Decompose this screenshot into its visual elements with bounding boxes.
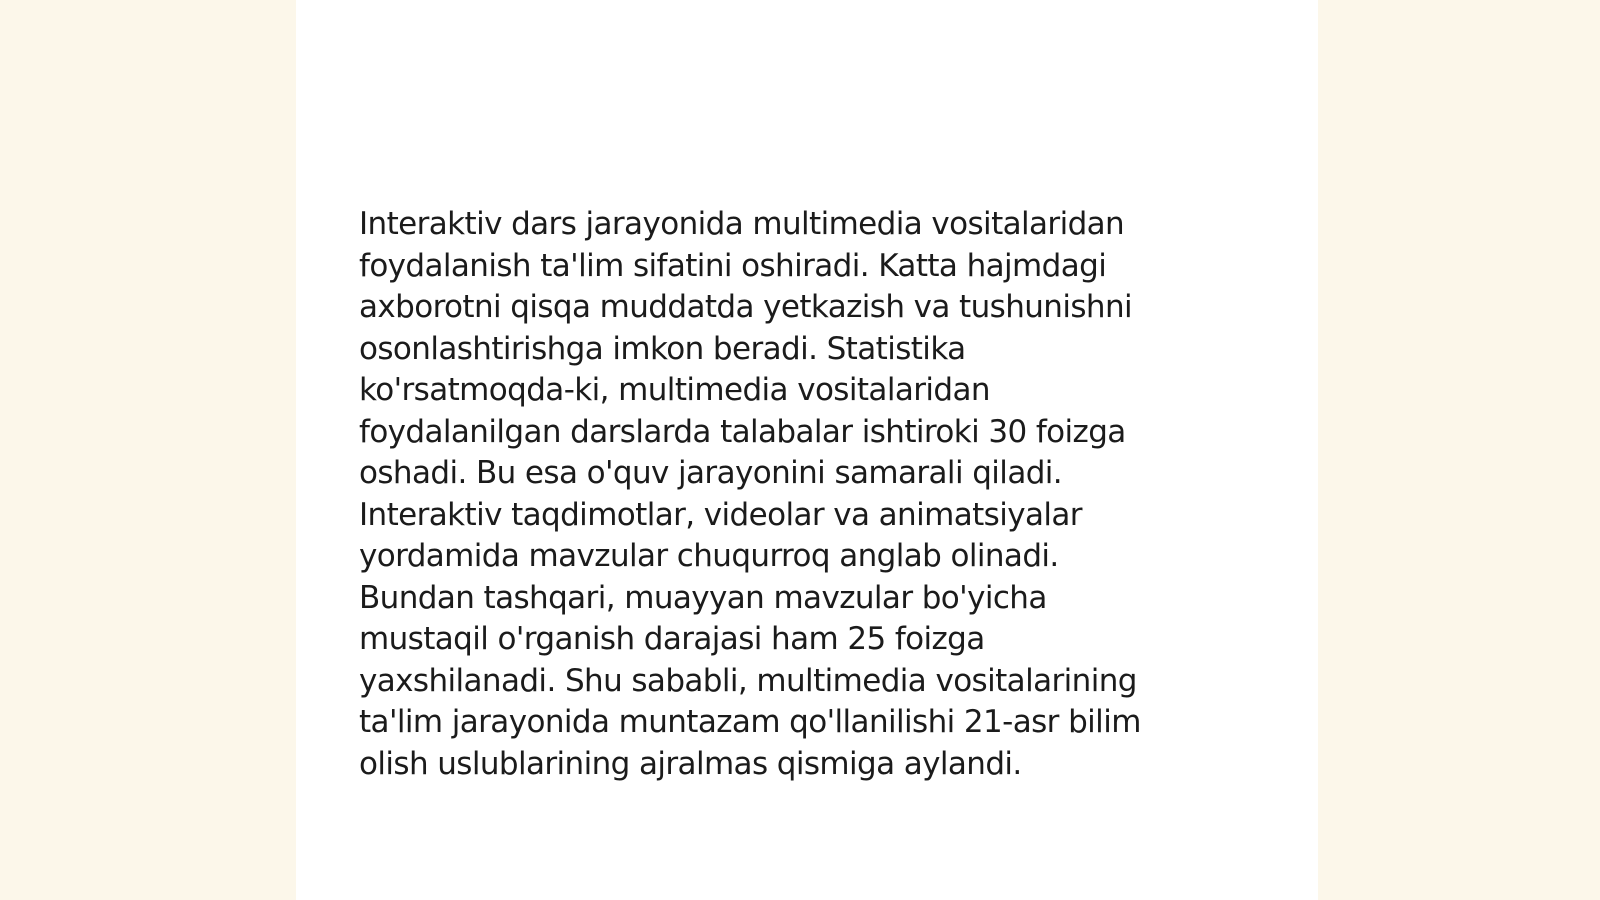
paragraph-line: foydalanish ta'lim sifatini oshiradi. Katta hajmdagi	[359, 247, 1107, 284]
paragraph-line: ta'lim jarayonida muntazam qo'llanilishi 21-asr bilim	[359, 704, 1141, 740]
paragraph-line: mustaqil o'rganish darajasi ham 25 foizga	[359, 621, 985, 657]
paragraph-line: Interaktiv dars jarayonida multimedia vositalaridan	[359, 206, 1125, 242]
paragraph-line: Interaktiv taqdimotlar, videolar va animatsiyalar	[359, 496, 1082, 533]
paragraph-line: foydalanilgan darslarda talabalar ishtiroki 30 foizga	[359, 413, 1126, 450]
paragraph-line: axborotni qisqa muddatda yetkazish va tushunishni	[359, 289, 1133, 325]
paragraph-line: olish uslublarining ajralmas qismiga aylandi.	[359, 745, 1022, 782]
paragraph-line: osonlashtirishga imkon beradi. Statistika	[359, 330, 966, 367]
paragraph-line: yaxshilanadi. Shu sababli, multimedia vositalarining	[359, 662, 1137, 699]
paragraph-line: yordamida mavzular chuqurroq anglab olinadi.	[359, 538, 1059, 574]
body-paragraph	[359, 204, 1239, 785]
slide-page	[296, 0, 1318, 900]
paragraph-line: oshadi. Bu esa o'quv jarayonini samarali qiladi.	[359, 455, 1063, 491]
paragraph-line: Bundan tashqari, muayyan mavzular bo'yicha	[359, 579, 1047, 616]
paragraph-line: ko'rsatmoqda-ki, multimedia vositalaridan	[359, 372, 990, 408]
